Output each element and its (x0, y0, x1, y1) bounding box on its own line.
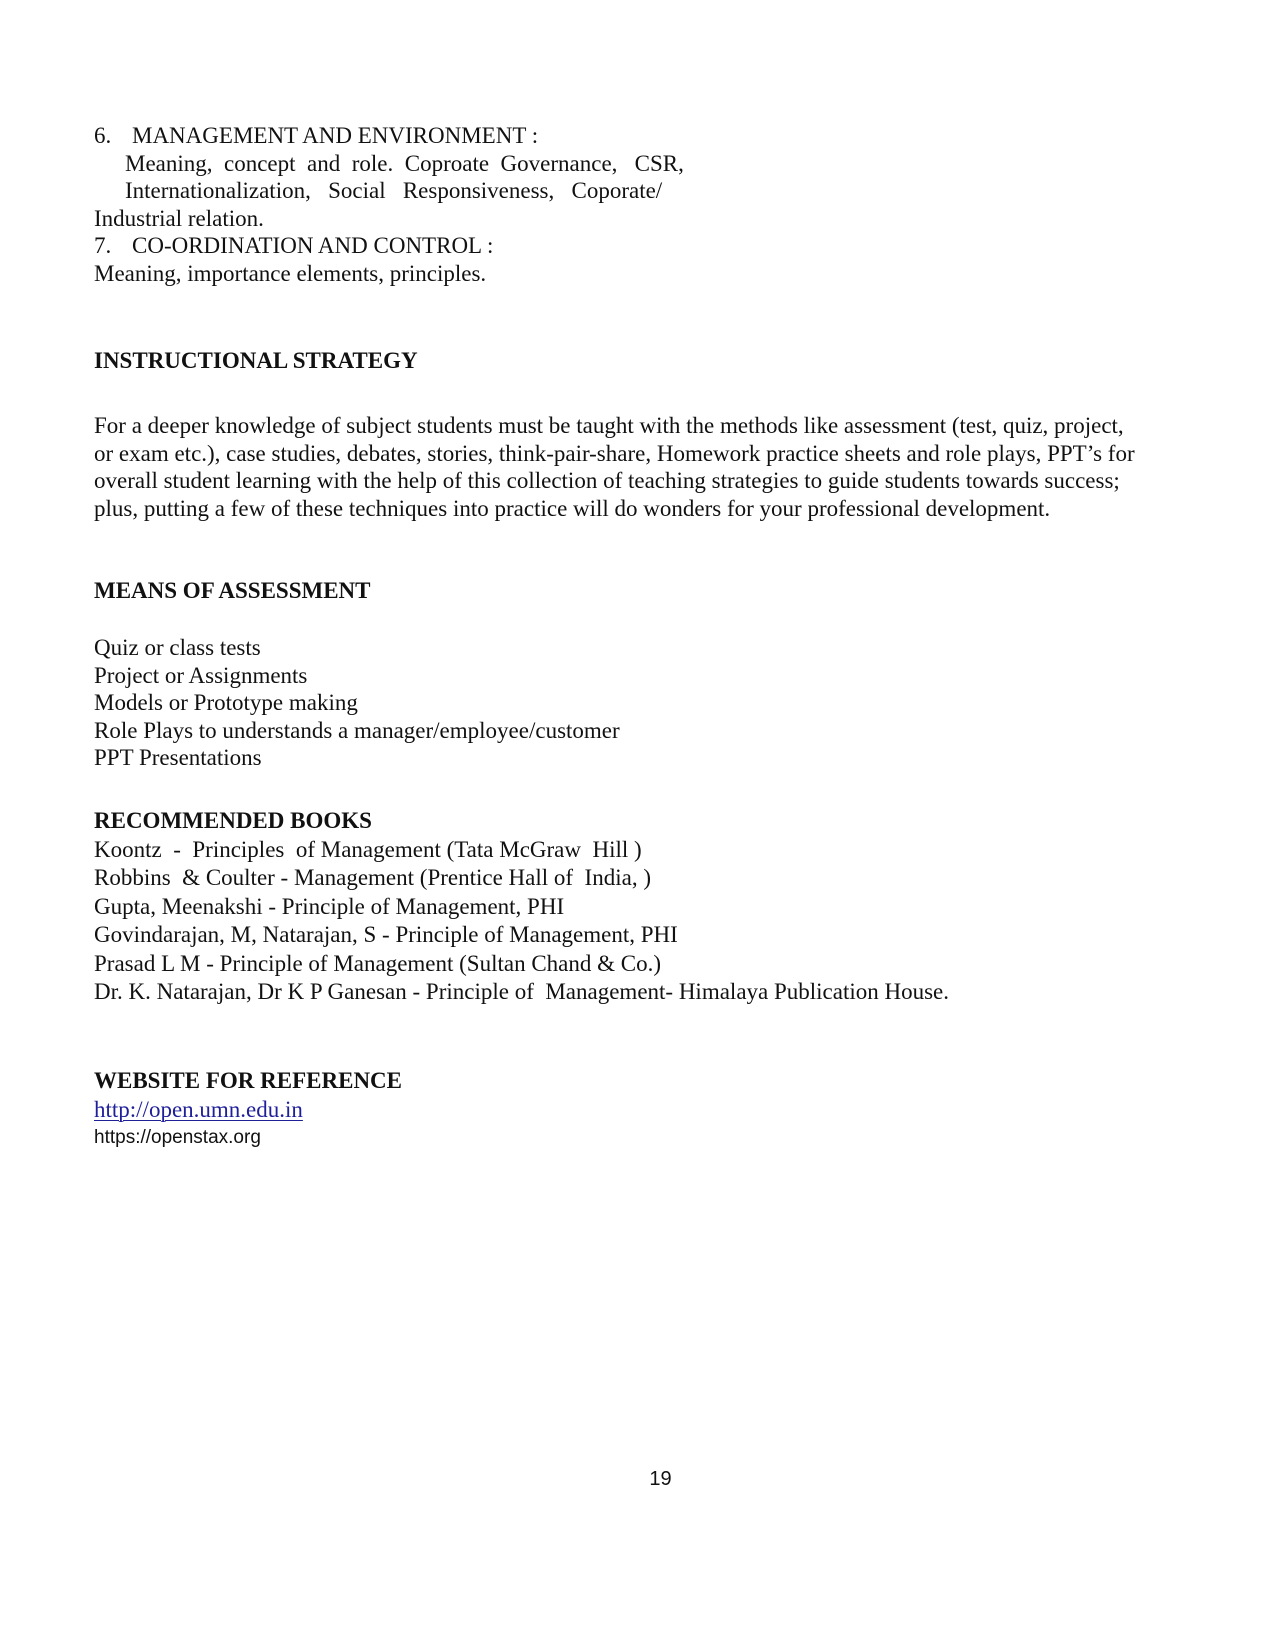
unit-6-line-2: Internationalization, Social Responsiveness, Coporate/ (125, 178, 663, 203)
assessment-item: Quiz or class tests (94, 635, 261, 660)
assessment-item: Models or Prototype making (94, 690, 358, 715)
unit-7-body: Meaning, importance elements, principles. (94, 260, 487, 286)
book-item: Koontz - Principles of Management (Tata McGraw Hill ) (94, 836, 642, 862)
recommended-books-section (94, 807, 949, 1007)
unit-6-number: 6. (94, 123, 112, 148)
book-item: Dr. K. Natarajan, Dr K P Ganesan - Principle of Management- Himalaya Publication House. (94, 979, 950, 1004)
recommended-books-heading: RECOMMENDED BOOKS (94, 808, 372, 833)
assessment-item: Role Plays to understands a manager/employee/customer (94, 717, 620, 743)
unit-6-line-3: Industrial relation. (94, 205, 264, 231)
book-item: Prasad L M - Principle of Management (Sultan Chand & Co.) (94, 950, 662, 976)
book-item: Govindarajan, M, Natarajan, S - Principle of Management, PHI (94, 922, 678, 947)
book-item: Robbins & Coulter - Management (Prentice Hall of India, ) (94, 865, 651, 890)
unit-6-heading (94, 122, 684, 150)
paragraph-line-1: For a deeper knowledge of subject students must be taught with the methods like assessment (test, quiz, project, (94, 413, 1124, 438)
page-number: 19 (649, 1468, 672, 1490)
instructional-strategy-paragraph (94, 412, 1135, 522)
website-reference-section (94, 1067, 402, 1153)
unit-6-line-1: Meaning, concept and role. Coproate Governance, CSR, (125, 150, 684, 176)
syllabus-units (94, 122, 684, 287)
book-item: Gupta, Meenakshi - Principle of Management, PHI (94, 893, 565, 919)
paragraph-line-2: or exam etc.), case studies, debates, stories, think-pair-share, Homework practice sheets and role plays, PPT’s for (94, 440, 1135, 466)
website-reference-heading: WEBSITE FOR REFERENCE (94, 1068, 403, 1093)
unit-7-number: 7. (94, 233, 112, 258)
instructional-strategy-heading: INSTRUCTIONAL STRATEGY (94, 348, 418, 373)
paragraph-line-4: plus, putting a few of these techniques into practice will do wonders for your professional development. (94, 495, 1051, 521)
unit-7-title: CO-ORDINATION AND CONTROL : (132, 233, 494, 258)
assessment-item: Project or Assignments (94, 662, 308, 688)
umn-website-link[interactable]: http://open.umn.edu.in (94, 1096, 303, 1122)
means-of-assessment-heading: MEANS OF ASSESSMENT (94, 578, 371, 603)
unit-6-title: MANAGEMENT AND ENVIRONMENT : (132, 123, 539, 148)
paragraph-line-3: overall student learning with the help of this collection of teaching strategies to guide students towards success; (94, 468, 1120, 493)
assessment-item: PPT Presentations (94, 745, 262, 770)
assessment-list (94, 634, 620, 772)
unit-7-heading (94, 232, 684, 260)
openstax-url-text: https://openstax.org (94, 1127, 261, 1148)
